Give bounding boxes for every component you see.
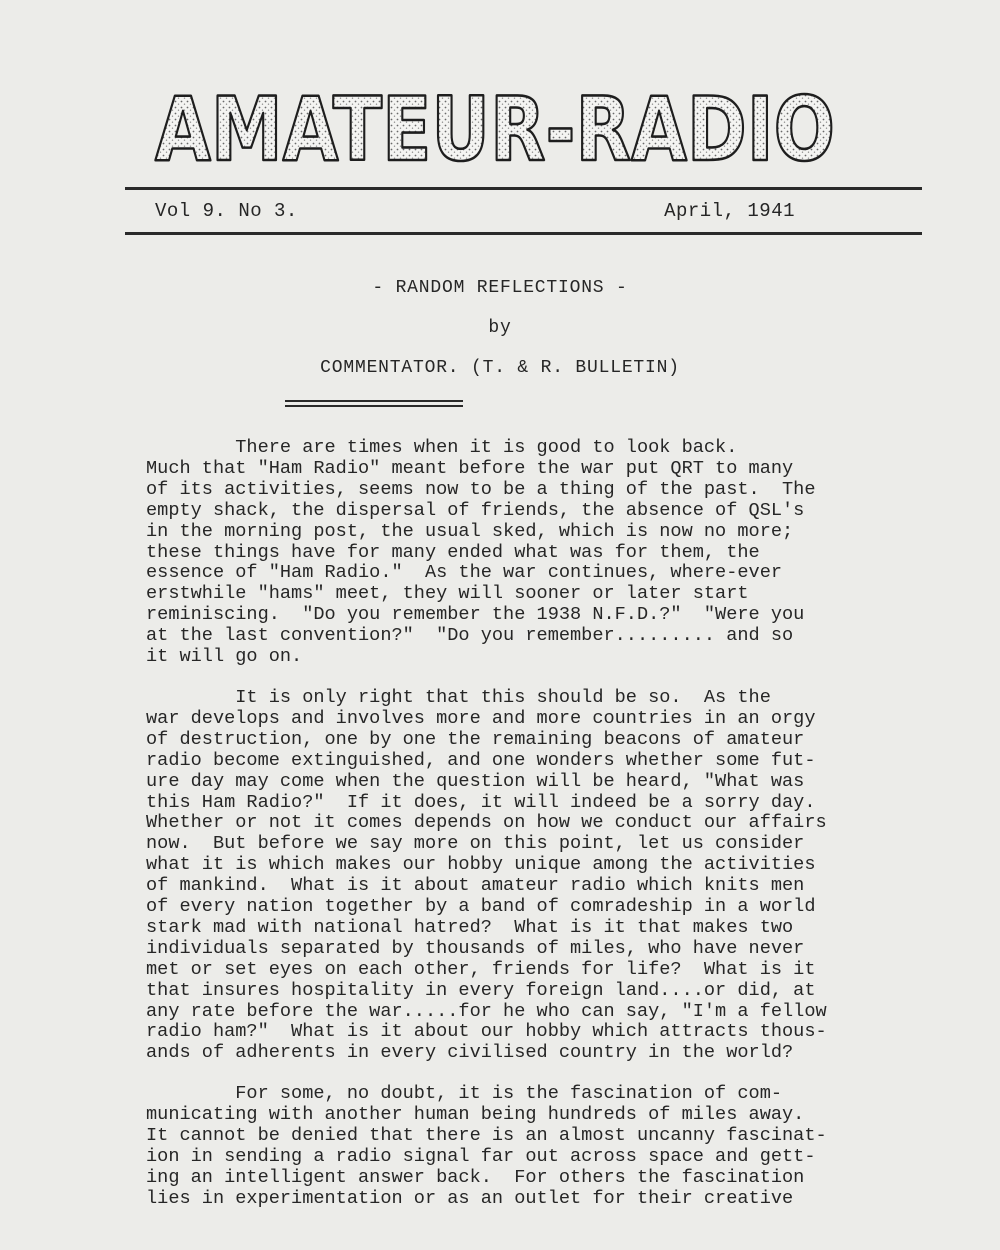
article-title: - RANDOM REFLECTIONS - [372, 278, 628, 298]
title-double-rule [285, 400, 463, 407]
masthead-title: AMATEUR-RADIO [155, 78, 835, 181]
issue-date: April, 1941 [664, 200, 795, 222]
byline-author: COMMENTATOR. (T. & R. BULLETIN) [320, 358, 680, 378]
article-body [146, 438, 906, 1230]
article-paragraph: There are times when it is good to look back. Much that "Ham Radio" meant before the war put QRT to many of its activities, seems now to be a thing of the past. The empty shack, the dispersal of friends, the absence of QSL's in the morning post, the usual sked, which is now no more; these things have for many ended what was for them, the essence of "Ham Radio." As the war continues, where-ever erstwhile "hams" meet, they will sooner or later start reminiscing. "Do you remember the 1938 N.F.D.?" "Were you at the last convention?" "Do you remember......... and so it will go on. [146, 437, 816, 668]
header-top-rule [125, 187, 922, 190]
byline-by: by [488, 318, 512, 338]
issue-line [155, 200, 795, 222]
article-paragraph: For some, no doubt, it is the fascination of com- municating with another human being hundreds of miles away. It cannot be denied that there is an almost uncanny fascinat- ion in sending a radio signal far out across space and gett- ing an intelligent answer back. For others the fascination lies in experimentation or as an outlet for their creative [146, 1083, 827, 1209]
issue-volume: Vol 9. No 3. [155, 200, 298, 222]
header-bottom-rule [125, 232, 922, 235]
masthead [150, 78, 840, 181]
masthead-logo [150, 78, 840, 181]
article-paragraph: It is only right that this should be so. As the war develops and involves more and more countries in an orgy of destruction, one by one the remaining beacons of amateur radio become extinguished, and one wonders whether some fut- ure day may come when the question will be heard, "What was this Ham Radio?" If it does, it will indeed be a sorry day. Whether or not it comes depends on how we conduct our affairs now. But before we say more on this point, let us consider what it is which makes our hobby unique among the activities of mankind. What is it about amateur radio which knits men of every nation together by a band of comradeship in a world stark mad with national hatred? What is it that makes two individuals separated by thousands of miles, who have never met or set eyes on each other, friends for life? What is it that insures hospitality in every foreign land....or did, at any rate before the war.....for he who can say, "I'm a fellow radio ham?" What is it about our hobby which attracts thous- ands of adherents in every civilised country in the world? [146, 686, 827, 1064]
